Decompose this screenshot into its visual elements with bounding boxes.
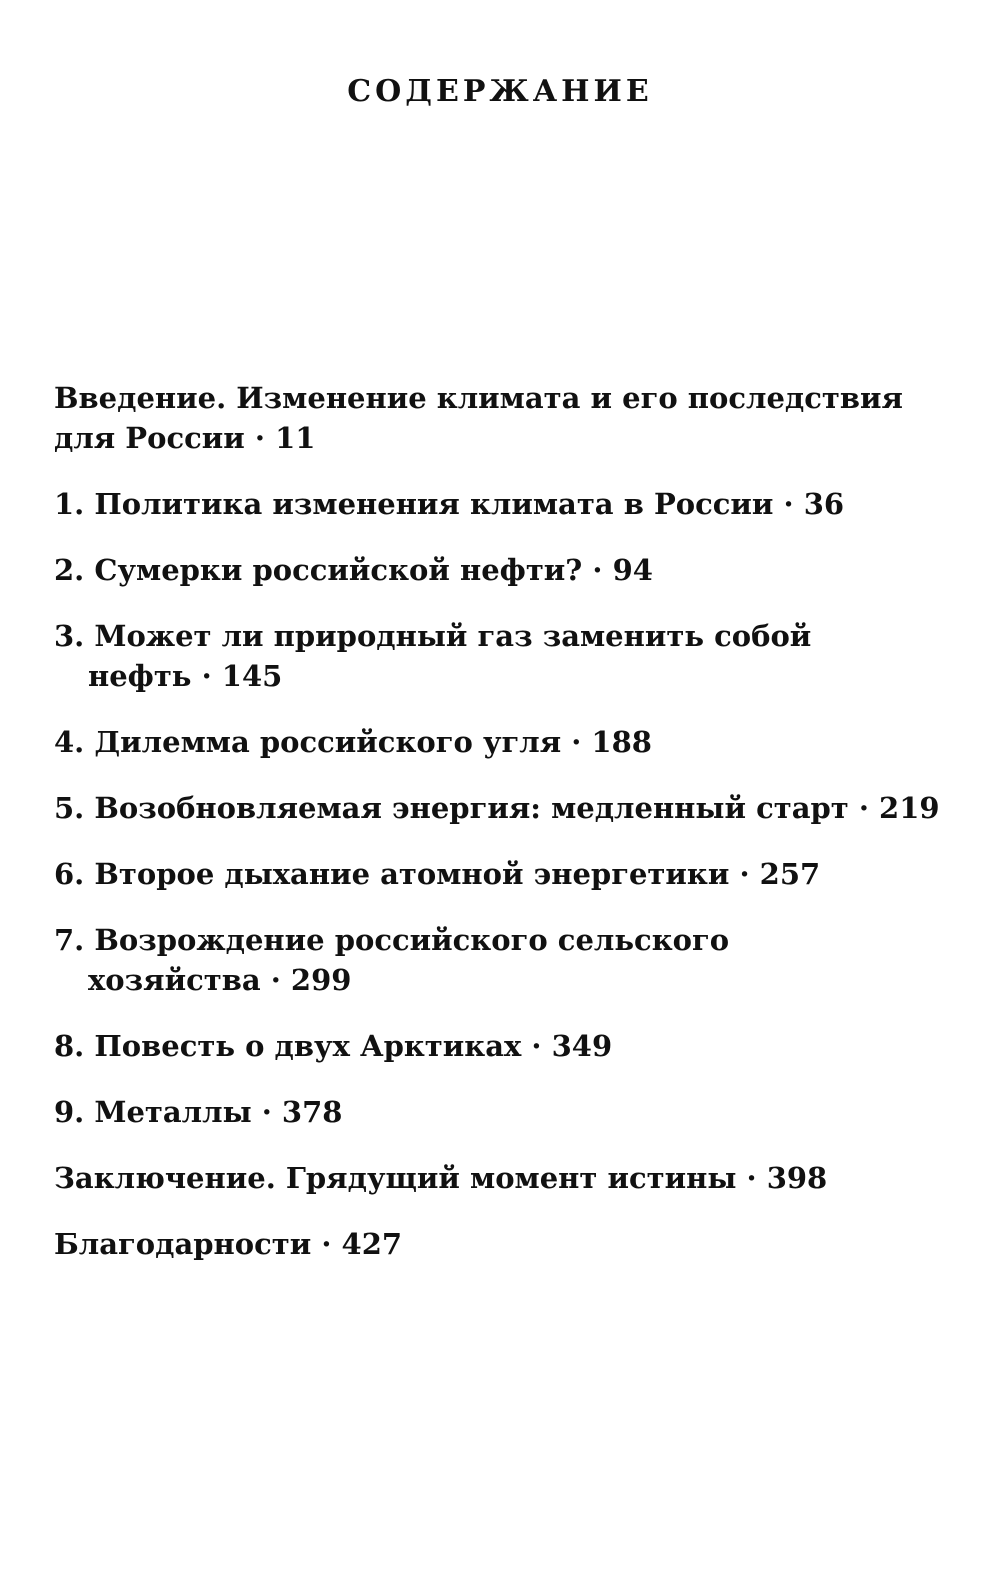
toc-entry-chapter-6: 6. Второе дыхание атомной энергетики · 257 (54, 857, 821, 891)
toc-entry-conclusion: Заключение. Грядущий момент истины · 398 (54, 1161, 828, 1195)
toc-entry-chapter-8: 8. Повесть о двух Арктиках · 349 (54, 1029, 613, 1063)
toc-entry-intro (54, 378, 954, 458)
toc-entry-intro-line2: для России · 11 (54, 421, 316, 455)
toc-entry-chapter-5: 5. Возобновляемая энергия: медленный старт · 219 (54, 791, 940, 825)
toc-entry-chapter-7 (54, 920, 954, 1000)
toc-entry-chapter-7-line2: хозяйства · 299 (88, 963, 352, 997)
page-title: СОДЕРЖАНИЕ (347, 74, 653, 109)
toc-entry-acknowledgements: Благодарности · 427 (54, 1227, 403, 1261)
table-of-contents (54, 378, 954, 1290)
toc-entry-intro-line1: Введение. Изменение климата и его последствия (54, 381, 903, 415)
toc-entry-chapter-2: 2. Сумерки российской нефти? · 94 (54, 553, 653, 587)
toc-entry-chapter-9: 9. Металлы · 378 (54, 1095, 343, 1129)
toc-entry-chapter-4: 4. Дилемма российского угля · 188 (54, 725, 652, 759)
toc-entry-chapter-1: 1. Политика изменения климата в России · 36 (54, 487, 845, 521)
toc-entry-chapter-3-line1: 3. Может ли природный газ заменить собой (54, 619, 812, 653)
toc-entry-chapter-7-line1: 7. Возрождение российского сельского (54, 923, 730, 957)
toc-entry-chapter-3-line2: нефть · 145 (88, 659, 283, 693)
toc-entry-chapter-3 (54, 616, 954, 696)
